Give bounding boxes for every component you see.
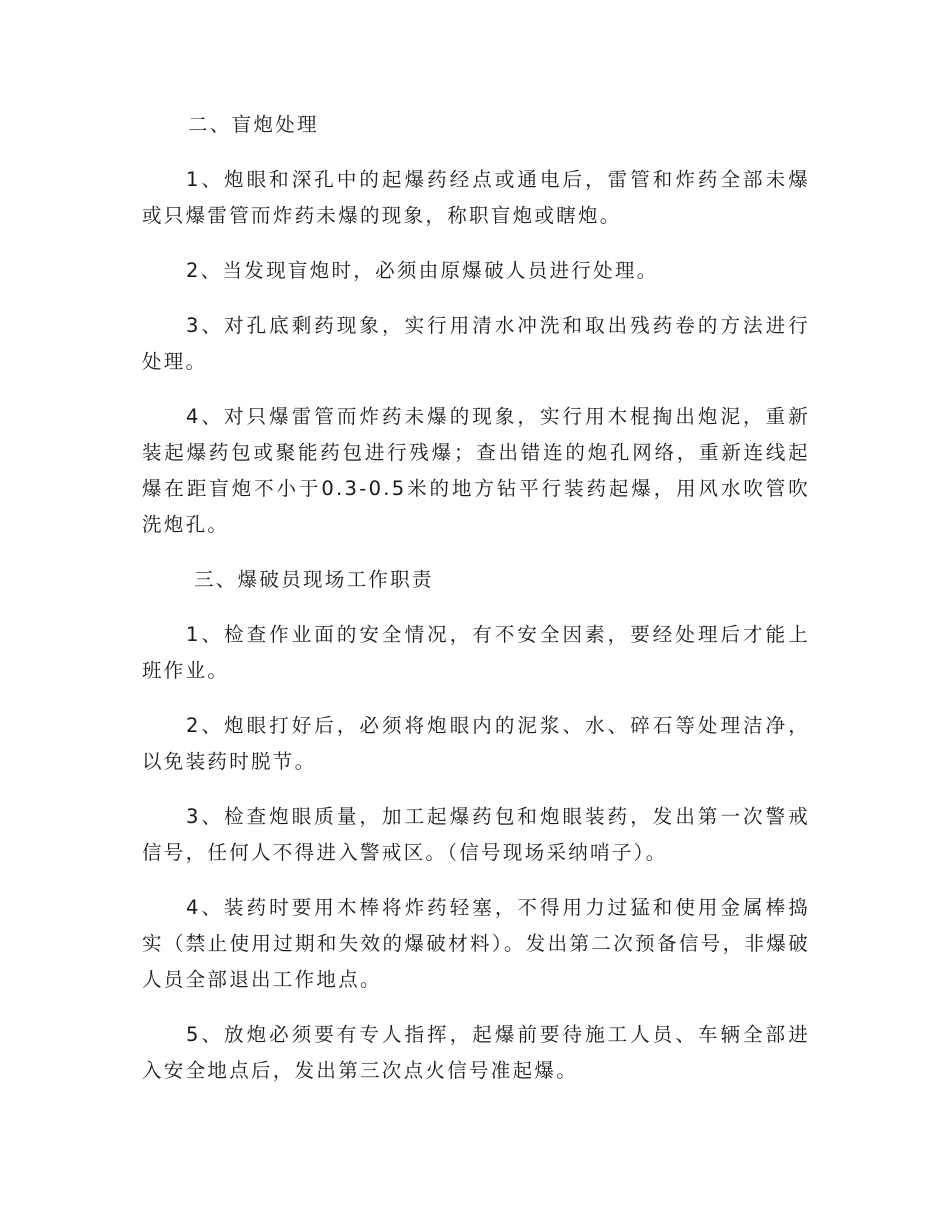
paragraph: 2、当发现盲炮时，必须由原爆破人员进行处理。 (186, 259, 659, 282)
section-heading-blaster-duties: 三、爆破员现场工作职责 (194, 568, 434, 591)
paragraph: 1、炮眼和深孔中的起爆药经点或通电后，雷管和炸药全部未爆或只爆雷管而炸药未爆的现象，称职盲炮或瞎炮。 (142, 168, 810, 227)
paragraph: 5、放炮必须要有专人指挥，起爆前要待施工人员、车辆全部进入安全地点后，发出第三次点火信号准起爆。 (142, 1023, 810, 1082)
paragraph: 3、检查炮眼质量，加工起爆药包和炮眼装药，发出第一次警戒信号，任何人不得进入警戒区。（信号现场采纳哨子）。 (142, 805, 810, 864)
paragraph: 4、装药时要用木棒将炸药轻塞，不得用力过猛和使用金属棒捣实（禁止使用过期和失效的爆破材料）。发出第二次预备信号，非爆破人员全部退出工作地点。 (142, 896, 810, 991)
paragraph: 3、对孔底剩药现象，实行用清水冲洗和取出残药卷的方法进行处理。 (142, 314, 810, 373)
paragraph: 4、对只爆雷管而炸药未爆的现象，实行用木棍掏出炮泥，重新装起爆药包或聚能药包进行残爆；查出错连的炮孔网络，重新连线起爆在距盲炮不小于0.3-0.5米的地方钻平行装药起爆，用风水吹管吹洗炮孔。 (142, 405, 810, 536)
paragraph: 1、检查作业面的安全情况，有不安全因素，要经处理后才能上班作业。 (142, 623, 810, 682)
document-body (142, 107, 810, 1108)
paragraph: 2、炮眼打好后，必须将炮眼内的泥浆、水、碎石等处理洁净，以免装药时脱节。 (142, 714, 810, 773)
section-heading-blind-shot: 二、盲炮处理 (188, 113, 319, 136)
